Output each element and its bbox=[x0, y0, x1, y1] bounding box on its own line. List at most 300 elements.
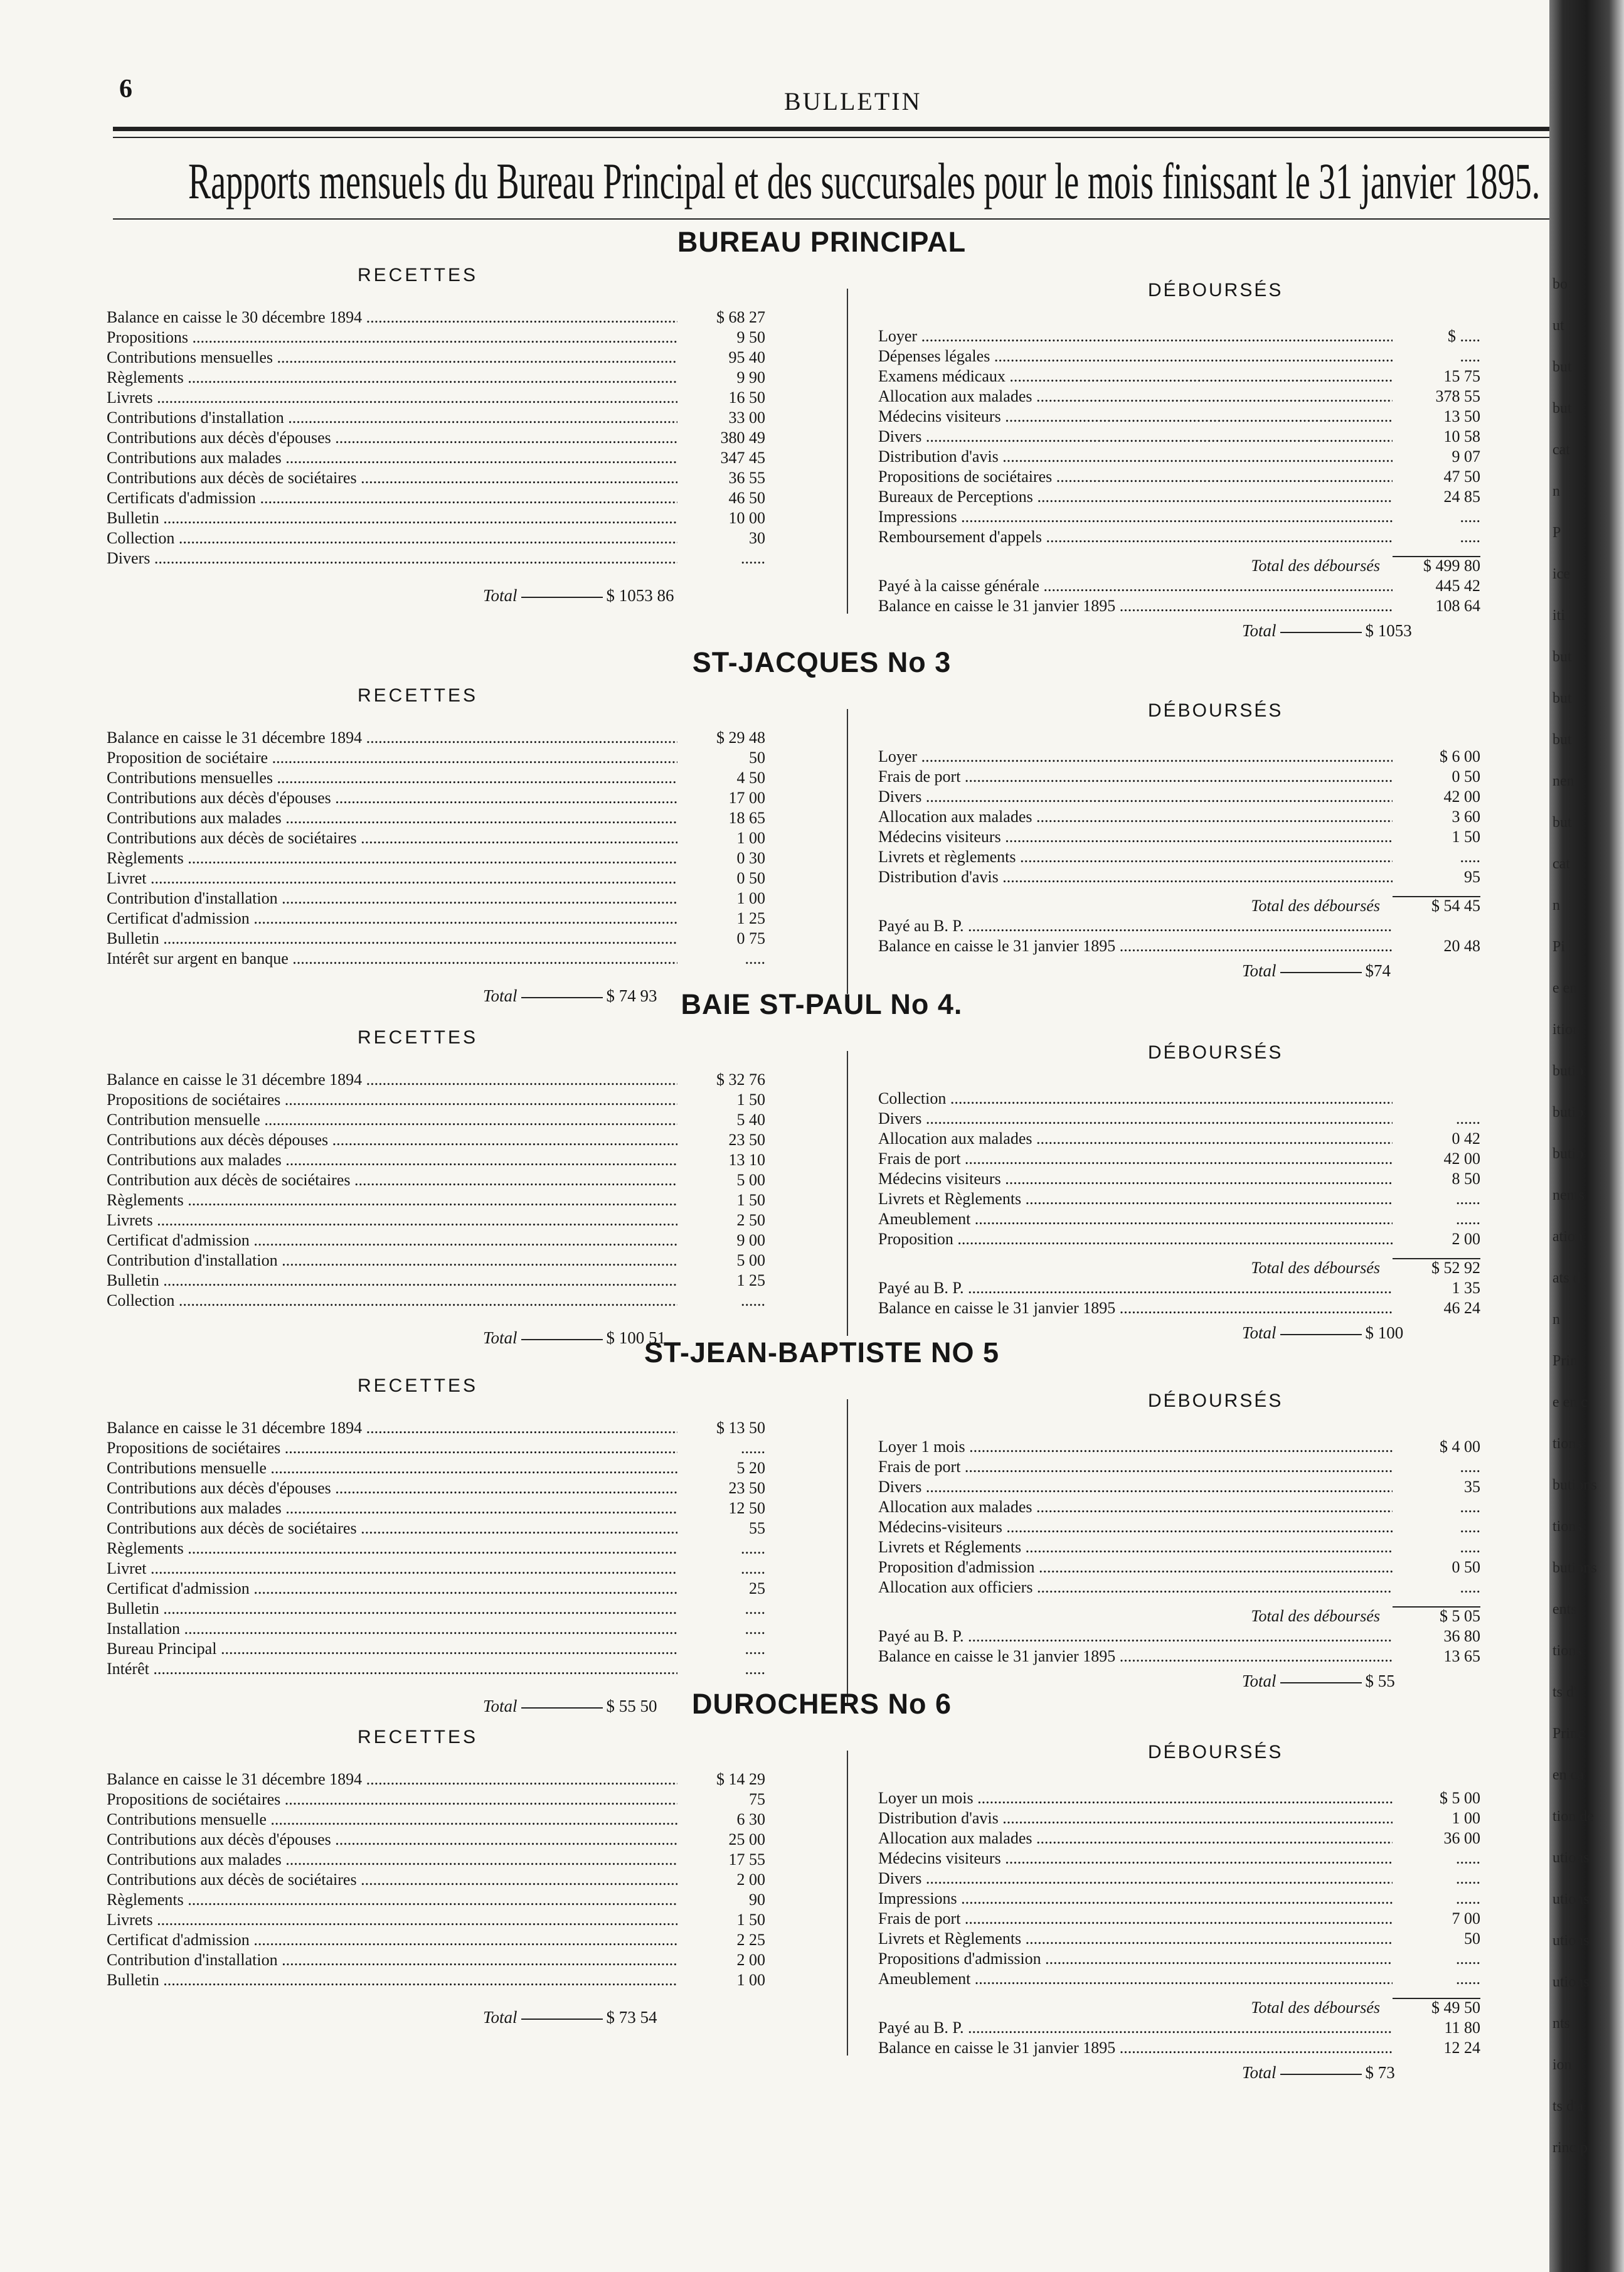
recette-amount: ...... bbox=[741, 1539, 765, 1557]
debourse-row bbox=[878, 1808, 1480, 1828]
debourse-label: Distribution d'avis ..... bbox=[878, 867, 1393, 887]
debourse-label: Frais de port ..... bbox=[878, 1457, 1393, 1477]
debourse-row bbox=[878, 507, 1480, 527]
recette-label: Contributions aux décès d'épouses ..... bbox=[107, 1478, 677, 1498]
debourse-label: Frais de port ..... bbox=[878, 1149, 1393, 1169]
recette-amount: ..... bbox=[745, 1599, 765, 1618]
debourse-amount: 15 75 bbox=[1443, 367, 1480, 385]
debourse-row bbox=[878, 747, 1480, 767]
recettes-heading: RECETTES bbox=[358, 265, 479, 285]
debourse-label: Loyer ..... bbox=[878, 747, 1393, 767]
total-debourses-row bbox=[878, 556, 1480, 576]
section-block bbox=[94, 1688, 1549, 2102]
debourse-label: Examens médicaux ..... bbox=[878, 366, 1393, 387]
debourse-amount: 9 07 bbox=[1452, 447, 1480, 466]
total-rule bbox=[1280, 632, 1362, 633]
recette-label: Contribution aux décès de sociétaires ..... bbox=[107, 1170, 677, 1190]
total-amount: $ 73 54 bbox=[606, 2008, 657, 2027]
recette-label: Contributions aux décès d'épouses ..... bbox=[107, 788, 677, 808]
debourse-amount: ...... bbox=[1456, 1109, 1480, 1128]
recette-row bbox=[107, 1870, 765, 1890]
debourse-amount: ..... bbox=[1460, 848, 1480, 866]
edge-text-fragment: nents bbox=[1552, 1187, 1584, 1203]
debourse-row bbox=[878, 847, 1480, 867]
debourse-label: Bureaux de Perceptions ..... bbox=[878, 487, 1393, 507]
edge-text-fragment: ion bbox=[1552, 2057, 1572, 2073]
debourse-amount: $ 6 00 bbox=[1440, 747, 1480, 765]
recette-label: Livrets ..... bbox=[107, 1210, 677, 1230]
edge-text-fragment: nts bbox=[1552, 2015, 1571, 2032]
section-title: BUREAU PRINCIPAL bbox=[677, 226, 967, 258]
recette-row bbox=[107, 788, 765, 808]
total-label: Total bbox=[483, 2008, 517, 2027]
recette-row bbox=[107, 1659, 765, 1679]
edge-text-fragment: cat bbox=[1552, 442, 1570, 458]
debourse-label: Proposition d'admission ..... bbox=[878, 1557, 1393, 1577]
debourse-amount: $ ..... bbox=[1448, 327, 1480, 345]
debourses-heading: DÉBOURSÉS bbox=[1148, 700, 1283, 721]
edge-text-fragment: P bbox=[1552, 525, 1561, 541]
edge-text-fragment: utions bbox=[1552, 1850, 1590, 1866]
debourses-heading: DÉBOURSÉS bbox=[1148, 1390, 1283, 1411]
recette-amount: 23 50 bbox=[728, 1131, 765, 1149]
paye-row bbox=[878, 916, 1480, 936]
debourse-row bbox=[878, 1889, 1480, 1909]
recette-amount: 0 50 bbox=[736, 869, 765, 887]
edge-text-fragment: e en c bbox=[1552, 1394, 1588, 1411]
recette-label: Contributions aux décès d'épouses ..... bbox=[107, 428, 677, 448]
recette-amount: 55 bbox=[749, 1519, 765, 1537]
recette-label: Contribution d'installation ..... bbox=[107, 1950, 677, 1970]
recette-row bbox=[107, 1599, 765, 1619]
recette-row bbox=[107, 1639, 765, 1659]
recette-label: Contribution d'installation ..... bbox=[107, 1251, 677, 1271]
recettes-total bbox=[483, 586, 674, 605]
running-head: BULLETIN bbox=[784, 87, 922, 115]
debourse-label: Divers ..... bbox=[878, 787, 1393, 807]
debourse-label: Frais de port ..... bbox=[878, 1909, 1393, 1929]
paye-row bbox=[878, 1278, 1480, 1298]
debourse-label: Médecins visiteurs ..... bbox=[878, 827, 1393, 847]
total-debourses-amount: $ 49 50 bbox=[1431, 1998, 1480, 2017]
recette-row bbox=[107, 548, 765, 568]
debourse-row bbox=[878, 487, 1480, 507]
recette-label: Certificat d'admission ..... bbox=[107, 1230, 677, 1251]
recette-label: Contributions aux malades ..... bbox=[107, 808, 677, 828]
total-amount: $ 100 bbox=[1365, 1323, 1404, 1342]
recettes-heading: RECETTES bbox=[358, 1727, 479, 1747]
recette-row bbox=[107, 848, 765, 868]
recette-row bbox=[107, 1110, 765, 1130]
debourses-total bbox=[1242, 961, 1391, 981]
recette-label: Propositions ..... bbox=[107, 328, 677, 348]
total-debourses-label: Total des déboursés bbox=[1251, 897, 1380, 915]
debourse-amount: 3 60 bbox=[1452, 808, 1480, 826]
debourse-label: Livrets et Règlements ..... bbox=[878, 1189, 1393, 1209]
debourse-label: Dépenses légales ..... bbox=[878, 346, 1393, 366]
debourse-label: Ameublement ..... bbox=[878, 1969, 1393, 1989]
debourses-heading: DÉBOURSÉS bbox=[1148, 1042, 1283, 1063]
balance-amount: 13 65 bbox=[1443, 1647, 1480, 1665]
debourse-label: Remboursement d'appels ..... bbox=[878, 527, 1393, 547]
debourse-amount: 8 50 bbox=[1452, 1170, 1480, 1188]
recette-amount: 5 00 bbox=[736, 1171, 765, 1189]
section-title: DUROCHERS No 6 bbox=[691, 1688, 952, 1720]
recette-amount: 1 25 bbox=[736, 909, 765, 927]
column-divider bbox=[847, 709, 848, 994]
balance-label: Balance en caisse le 31 janvier 1895 ..... bbox=[878, 1298, 1393, 1318]
edge-text-fragment: ents bbox=[1552, 1601, 1577, 1618]
total-debourses-label: Total des déboursés bbox=[1251, 1607, 1380, 1625]
debourse-amount: 1 50 bbox=[1452, 828, 1480, 846]
debourse-amount: ..... bbox=[1460, 1518, 1480, 1536]
column-divider bbox=[847, 1051, 848, 1336]
debourse-amount: ..... bbox=[1460, 508, 1480, 526]
balance-amount: 12 24 bbox=[1443, 2039, 1480, 2057]
edge-text-fragment: ats d bbox=[1552, 1270, 1581, 1286]
debourses-list bbox=[878, 1788, 1480, 2058]
debourse-label: Divers ..... bbox=[878, 427, 1393, 447]
total-label: Total bbox=[483, 586, 517, 605]
recette-row bbox=[107, 468, 765, 488]
recette-amount: 1 00 bbox=[736, 889, 765, 907]
debourse-label: Propositions d'admission ..... bbox=[878, 1949, 1393, 1969]
debourse-row bbox=[878, 1497, 1480, 1517]
recette-row bbox=[107, 1579, 765, 1599]
total-label: Total bbox=[1242, 1672, 1276, 1690]
recette-amount: ..... bbox=[745, 949, 765, 968]
debourse-amount: ..... bbox=[1460, 1498, 1480, 1516]
page-number: 6 bbox=[119, 75, 132, 104]
recette-row bbox=[107, 808, 765, 828]
balance-row bbox=[878, 596, 1480, 616]
debourse-row bbox=[878, 1169, 1480, 1189]
recette-row bbox=[107, 528, 765, 548]
debourse-row bbox=[878, 1209, 1480, 1229]
debourses-list bbox=[878, 326, 1480, 616]
balance-row bbox=[878, 936, 1480, 956]
column-divider bbox=[847, 1399, 848, 1704]
recette-label: Bulletin ..... bbox=[107, 929, 677, 949]
section-block bbox=[94, 226, 1549, 640]
debourse-label: Médecins visiteurs ..... bbox=[878, 407, 1393, 427]
debourse-label: Divers ..... bbox=[878, 1477, 1393, 1497]
debourses-heading: DÉBOURSÉS bbox=[1148, 280, 1283, 301]
edge-text-fragment: but bbox=[1552, 649, 1572, 665]
recette-row bbox=[107, 1518, 765, 1539]
total-rule bbox=[1280, 1682, 1362, 1683]
recette-amount: 23 50 bbox=[728, 1479, 765, 1497]
recette-label: Contribution d'installation ..... bbox=[107, 888, 677, 909]
recette-amount: 5 20 bbox=[736, 1459, 765, 1477]
edge-text-fragment: butions bbox=[1552, 1560, 1597, 1576]
total-debourses-label: Total des déboursés bbox=[1251, 557, 1380, 575]
recette-row bbox=[107, 1090, 765, 1110]
edge-text-fragment: utions bbox=[1552, 1933, 1590, 1949]
debourse-row bbox=[878, 1089, 1480, 1109]
debourse-label: Divers ..... bbox=[878, 1869, 1393, 1889]
edge-text-fragment: ation bbox=[1552, 1229, 1583, 1245]
recette-row bbox=[107, 1210, 765, 1230]
debourse-amount: 0 50 bbox=[1452, 767, 1480, 786]
recette-row bbox=[107, 1291, 765, 1311]
total-debourses-amount: $ 52 92 bbox=[1431, 1259, 1480, 1277]
recette-label: Certificat d'admission ..... bbox=[107, 1579, 677, 1599]
recette-amount: 1 00 bbox=[736, 829, 765, 847]
debourse-row bbox=[878, 807, 1480, 827]
balance-label: Balance en caisse le 31 janvier 1895 ..... bbox=[878, 936, 1393, 956]
recette-label: Balance en caisse le 31 décembre 1894 ..... bbox=[107, 1769, 677, 1789]
debourse-label: Livrets et Réglements ..... bbox=[878, 1537, 1393, 1557]
recette-amount: 1 50 bbox=[736, 1191, 765, 1209]
recette-label: Bureau Principal ..... bbox=[107, 1639, 677, 1659]
recette-row bbox=[107, 428, 765, 448]
balance-label: Balance en caisse le 31 janvier 1895 ..... bbox=[878, 2038, 1393, 2058]
debourse-amount: 95 bbox=[1464, 868, 1480, 886]
debourse-label: Livrets et Règlements ..... bbox=[878, 1929, 1393, 1949]
debourse-label: Ameublement ..... bbox=[878, 1209, 1393, 1229]
debourse-row bbox=[878, 1457, 1480, 1477]
header-rule bbox=[113, 127, 1562, 131]
recette-amount: 10 00 bbox=[728, 509, 765, 527]
recette-label: Intérêt ..... bbox=[107, 1659, 677, 1679]
recette-label: Livret ..... bbox=[107, 1559, 677, 1579]
balance-amount: 20 48 bbox=[1443, 937, 1480, 955]
recette-amount: 2 00 bbox=[736, 1870, 765, 1889]
recette-row bbox=[107, 1890, 765, 1910]
recette-label: Installation ..... bbox=[107, 1619, 677, 1639]
recette-row bbox=[107, 868, 765, 888]
recette-amount: 2 25 bbox=[736, 1931, 765, 1949]
debourse-label: Collection ..... bbox=[878, 1089, 1393, 1109]
total-rule bbox=[1280, 2074, 1362, 2075]
recette-amount: $ 13 50 bbox=[716, 1419, 765, 1437]
debourse-row bbox=[878, 1149, 1480, 1169]
paye-amount: 36 80 bbox=[1443, 1627, 1480, 1645]
debourse-amount: ...... bbox=[1456, 1190, 1480, 1208]
total-debourses-row bbox=[878, 1606, 1480, 1626]
recette-amount: ...... bbox=[741, 549, 765, 567]
debourses-list bbox=[878, 747, 1480, 956]
recette-label: Livrets ..... bbox=[107, 1910, 677, 1930]
recette-label: Contributions mensuelle ..... bbox=[107, 1810, 677, 1830]
recette-amount: ...... bbox=[741, 1559, 765, 1577]
debourse-amount bbox=[1393, 1089, 1480, 1109]
total-debourses-row bbox=[878, 1258, 1480, 1278]
paye-label: Payé au B. P. ..... bbox=[878, 1626, 1393, 1646]
recette-row bbox=[107, 1830, 765, 1850]
debourse-row bbox=[878, 1477, 1480, 1497]
recette-amount: 1 50 bbox=[736, 1091, 765, 1109]
edge-text-fragment: but bbox=[1552, 814, 1572, 831]
debourse-label: Divers ..... bbox=[878, 1109, 1393, 1129]
debourse-amount: 47 50 bbox=[1443, 467, 1480, 486]
recette-label: Contributions aux décès d'épouses ..... bbox=[107, 1830, 677, 1850]
total-debourses-amount: $ 54 45 bbox=[1431, 897, 1480, 915]
recette-row bbox=[107, 728, 765, 748]
recette-amount: 0 75 bbox=[736, 929, 765, 947]
debourse-row bbox=[878, 346, 1480, 366]
debourse-label: Impressions ..... bbox=[878, 1889, 1393, 1909]
recette-label: Propositions de sociétaires ..... bbox=[107, 1090, 677, 1110]
total-rule bbox=[521, 597, 603, 598]
recette-row bbox=[107, 1478, 765, 1498]
debourse-row bbox=[878, 467, 1480, 487]
debourse-row bbox=[878, 1557, 1480, 1577]
recette-amount: 9 90 bbox=[736, 368, 765, 387]
debourse-label: Allocation aux malades ..... bbox=[878, 1497, 1393, 1517]
total-label: Total bbox=[483, 1697, 517, 1715]
debourse-row bbox=[878, 407, 1480, 427]
debourse-amount: ...... bbox=[1456, 1949, 1480, 1968]
debourse-amount: 42 00 bbox=[1443, 787, 1480, 806]
debourse-row bbox=[878, 787, 1480, 807]
recette-amount: 5 40 bbox=[736, 1111, 765, 1129]
debourse-label: Médecins visiteurs ..... bbox=[878, 1169, 1393, 1189]
paye-row bbox=[878, 1626, 1480, 1646]
recette-label: Contributions aux décès de sociétaires ..... bbox=[107, 1870, 677, 1890]
recette-row bbox=[107, 1418, 765, 1438]
total-amount: $ 1053 bbox=[1365, 621, 1412, 640]
debourse-amount: $ 5 00 bbox=[1440, 1789, 1480, 1807]
edge-text-fragment: n bbox=[1552, 483, 1560, 499]
recettes-list bbox=[107, 1769, 765, 1990]
debourses-total bbox=[1242, 2063, 1395, 2083]
edge-text-fragment: ition bbox=[1552, 1021, 1581, 1038]
debourses-list bbox=[878, 1437, 1480, 1667]
debourse-amount: ..... bbox=[1460, 1578, 1480, 1596]
total-amount: $ 1053 86 bbox=[606, 586, 674, 605]
recette-amount: ...... bbox=[741, 1439, 765, 1457]
paye-label: Payé à la caisse générale ..... bbox=[878, 576, 1393, 596]
recette-amount: 25 bbox=[749, 1579, 765, 1597]
debourse-row bbox=[878, 1437, 1480, 1457]
total-amount: $74 bbox=[1365, 961, 1391, 980]
edge-text-fragment: bo bbox=[1552, 276, 1568, 292]
debourse-row bbox=[878, 326, 1480, 346]
recette-amount: 46 50 bbox=[728, 489, 765, 507]
recette-label: Bulletin ..... bbox=[107, 1599, 677, 1619]
recette-label: Contributions aux décès de sociétaires ..... bbox=[107, 828, 677, 848]
debourse-row bbox=[878, 1788, 1480, 1808]
debourse-label: Distribution d'avis ..... bbox=[878, 447, 1393, 467]
debourse-row bbox=[878, 1129, 1480, 1149]
debourse-row bbox=[878, 1969, 1480, 1989]
debourse-row bbox=[878, 1189, 1480, 1209]
recette-label: Bulletin ..... bbox=[107, 508, 677, 528]
recette-amount: $ 32 76 bbox=[716, 1070, 765, 1089]
recette-amount: 1 25 bbox=[736, 1271, 765, 1289]
recette-label: Règlements ..... bbox=[107, 1190, 677, 1210]
page-title: Rapports mensuels du Bureau Principal et des succursales pour le mois finissant le 31 janvier 1895. bbox=[188, 152, 1541, 210]
total-label: Total bbox=[483, 986, 517, 1005]
debourse-label: Allocation aux malades ..... bbox=[878, 1828, 1393, 1848]
debourse-row bbox=[878, 1109, 1480, 1129]
recette-row bbox=[107, 828, 765, 848]
recette-label: Bulletin ..... bbox=[107, 1970, 677, 1990]
debourse-amount: ..... bbox=[1460, 1538, 1480, 1556]
header-rule bbox=[113, 137, 1562, 138]
recette-label: Livrets ..... bbox=[107, 388, 677, 408]
edge-text-fragment: butio bbox=[1552, 1146, 1584, 1162]
debourse-amount: 10 58 bbox=[1443, 427, 1480, 445]
recette-label: Proposition de sociétaire ..... bbox=[107, 748, 677, 768]
recette-amount: 347 45 bbox=[720, 449, 765, 467]
edge-text-fragment: tions bbox=[1552, 1436, 1582, 1452]
debourse-row bbox=[878, 867, 1480, 887]
recette-amount: 75 bbox=[749, 1790, 765, 1808]
recette-amount: 16 50 bbox=[728, 388, 765, 407]
recette-amount: ...... bbox=[741, 1291, 765, 1309]
debourse-row bbox=[878, 1949, 1480, 1969]
paye-amount bbox=[1393, 916, 1480, 936]
debourse-amount: 24 85 bbox=[1443, 488, 1480, 506]
balance-row bbox=[878, 1646, 1480, 1667]
recette-amount: 0 30 bbox=[736, 849, 765, 867]
recette-row bbox=[107, 748, 765, 768]
edge-text-fragment: tions bbox=[1552, 1643, 1582, 1659]
recette-label: Balance en caisse le 31 décembre 1894 ..... bbox=[107, 728, 677, 748]
debourse-amount: 35 bbox=[1464, 1478, 1480, 1496]
debourse-amount: 7 00 bbox=[1452, 1909, 1480, 1928]
recette-row bbox=[107, 408, 765, 428]
recette-label: Propositions de sociétaires ..... bbox=[107, 1438, 677, 1458]
debourse-row bbox=[878, 527, 1480, 547]
recette-amount: 6 30 bbox=[736, 1810, 765, 1828]
recette-row bbox=[107, 1559, 765, 1579]
debourse-row bbox=[878, 1929, 1480, 1949]
recette-label: Divers ..... bbox=[107, 548, 677, 568]
debourse-amount: 0 42 bbox=[1452, 1129, 1480, 1148]
recette-amount: 95 40 bbox=[728, 348, 765, 366]
debourse-row bbox=[878, 1537, 1480, 1557]
recettes-list bbox=[107, 1070, 765, 1311]
recette-row bbox=[107, 448, 765, 468]
recette-label: Règlements ..... bbox=[107, 1539, 677, 1559]
balance-row bbox=[878, 2038, 1480, 2058]
recette-row bbox=[107, 1130, 765, 1150]
debourse-amount: ..... bbox=[1460, 528, 1480, 546]
edge-text-fragment: but bbox=[1552, 732, 1572, 748]
recette-row bbox=[107, 1950, 765, 1970]
recette-amount: $ 29 48 bbox=[716, 728, 765, 747]
recette-amount: 1 50 bbox=[736, 1911, 765, 1929]
recette-label: Contributions aux malades ..... bbox=[107, 1850, 677, 1870]
total-debourses-label: Total des déboursés bbox=[1251, 1998, 1380, 2017]
debourses-heading: DÉBOURSÉS bbox=[1148, 1742, 1283, 1763]
balance-amount: 46 24 bbox=[1443, 1299, 1480, 1317]
debourse-label: Allocation aux malades ..... bbox=[878, 387, 1393, 407]
section-title: BAIE ST-PAUL No 4. bbox=[681, 988, 963, 1020]
total-rule bbox=[1280, 1334, 1362, 1335]
recette-amount: 90 bbox=[749, 1891, 765, 1909]
total-debourses-label: Total des déboursés bbox=[1251, 1259, 1380, 1277]
paye-row bbox=[878, 576, 1480, 596]
recette-label: Contributions mensuelle ..... bbox=[107, 1458, 677, 1478]
edge-text-fragment: but bbox=[1552, 400, 1572, 417]
recette-label: Contributions mensuelles ..... bbox=[107, 768, 677, 788]
balance-amount: 108 64 bbox=[1435, 597, 1480, 615]
edge-text-fragment: n bbox=[1552, 897, 1560, 914]
adjacent-page-edge bbox=[1549, 0, 1624, 2272]
recette-label: Certificat d'admission ..... bbox=[107, 909, 677, 929]
debourse-amount: ...... bbox=[1456, 1869, 1480, 1887]
debourse-row bbox=[878, 366, 1480, 387]
recette-amount: ..... bbox=[745, 1640, 765, 1658]
debourse-amount: ...... bbox=[1456, 1849, 1480, 1867]
recette-label: Livret ..... bbox=[107, 868, 677, 888]
edge-text-fragment: but bbox=[1552, 359, 1572, 375]
